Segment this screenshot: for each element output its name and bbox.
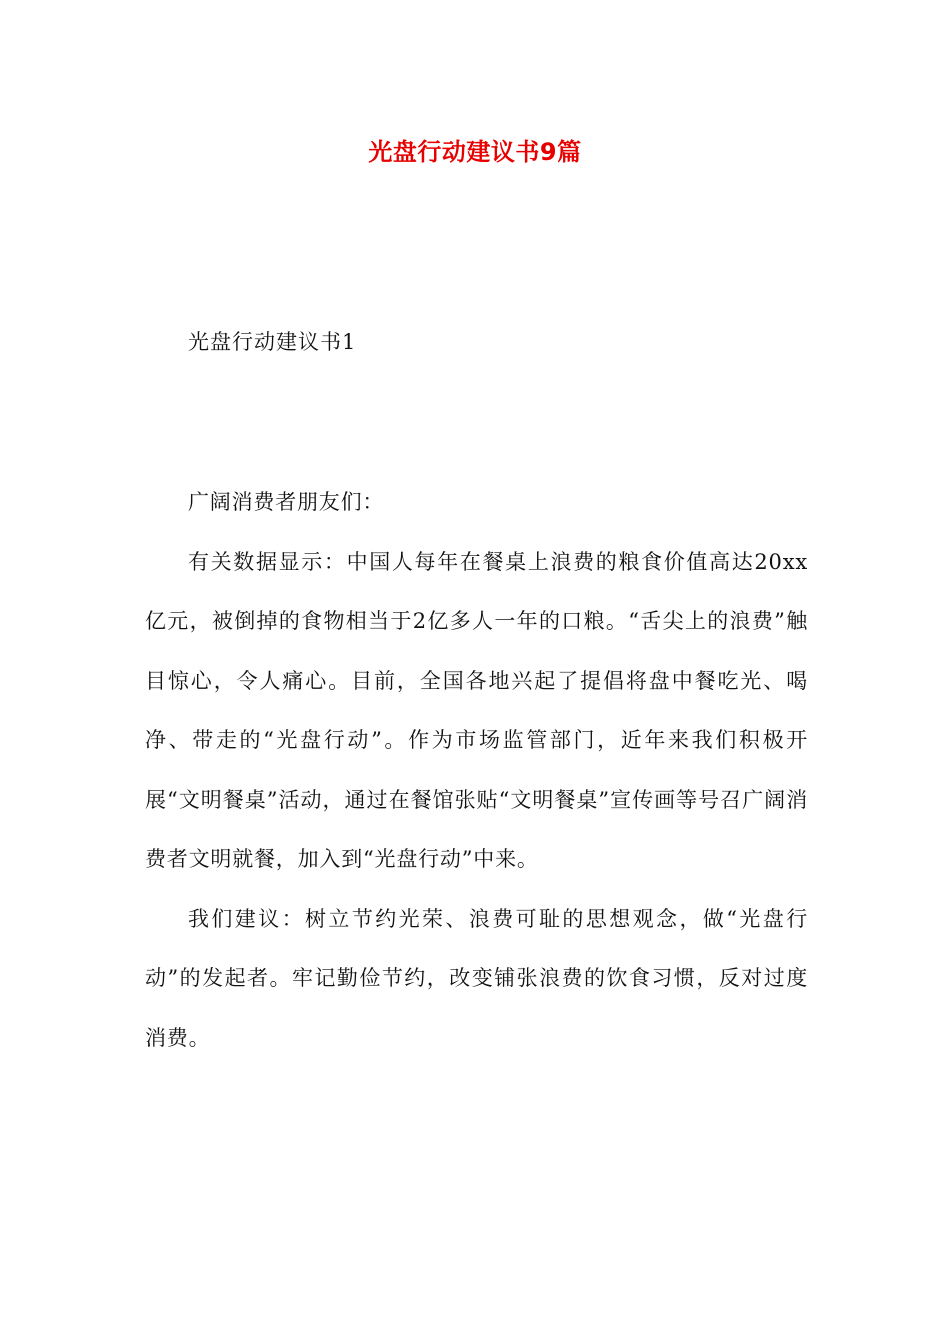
body-paragraph: 有关数据显示：中国人每年在餐桌上浪费的粮食价值高达20xx亿元，被倒掉的食物相当于2亿多人一年的口粮。“舌尖上的浪费”触目惊心，令人痛心。目前，全国各地兴起了提倡将盘中餐吃光、喝净、带走的“光盘行动”。作为市场监管部门，近年来我们积极开展“文明餐桌”活动，通过在餐馆张贴“文明餐桌”宣传画等号召广阔消费者文明就餐，加入到“光盘行动”中来。 [145, 549, 808, 871]
salutation-paragraph: 广阔消费者朋友们： [188, 490, 385, 514]
document-body [145, 473, 808, 1068]
document-title: 光盘行动建议书9篇 [368, 138, 582, 166]
section-heading: 光盘行动建议书1 [188, 330, 357, 354]
body-paragraph: 我们建议：树立节约光荣、浪费可耻的思想观念，做“光盘行动”的发起者。牢记勤俭节约，改变铺张浪费的饮食习惯，反对过度消费。 [145, 906, 808, 1050]
